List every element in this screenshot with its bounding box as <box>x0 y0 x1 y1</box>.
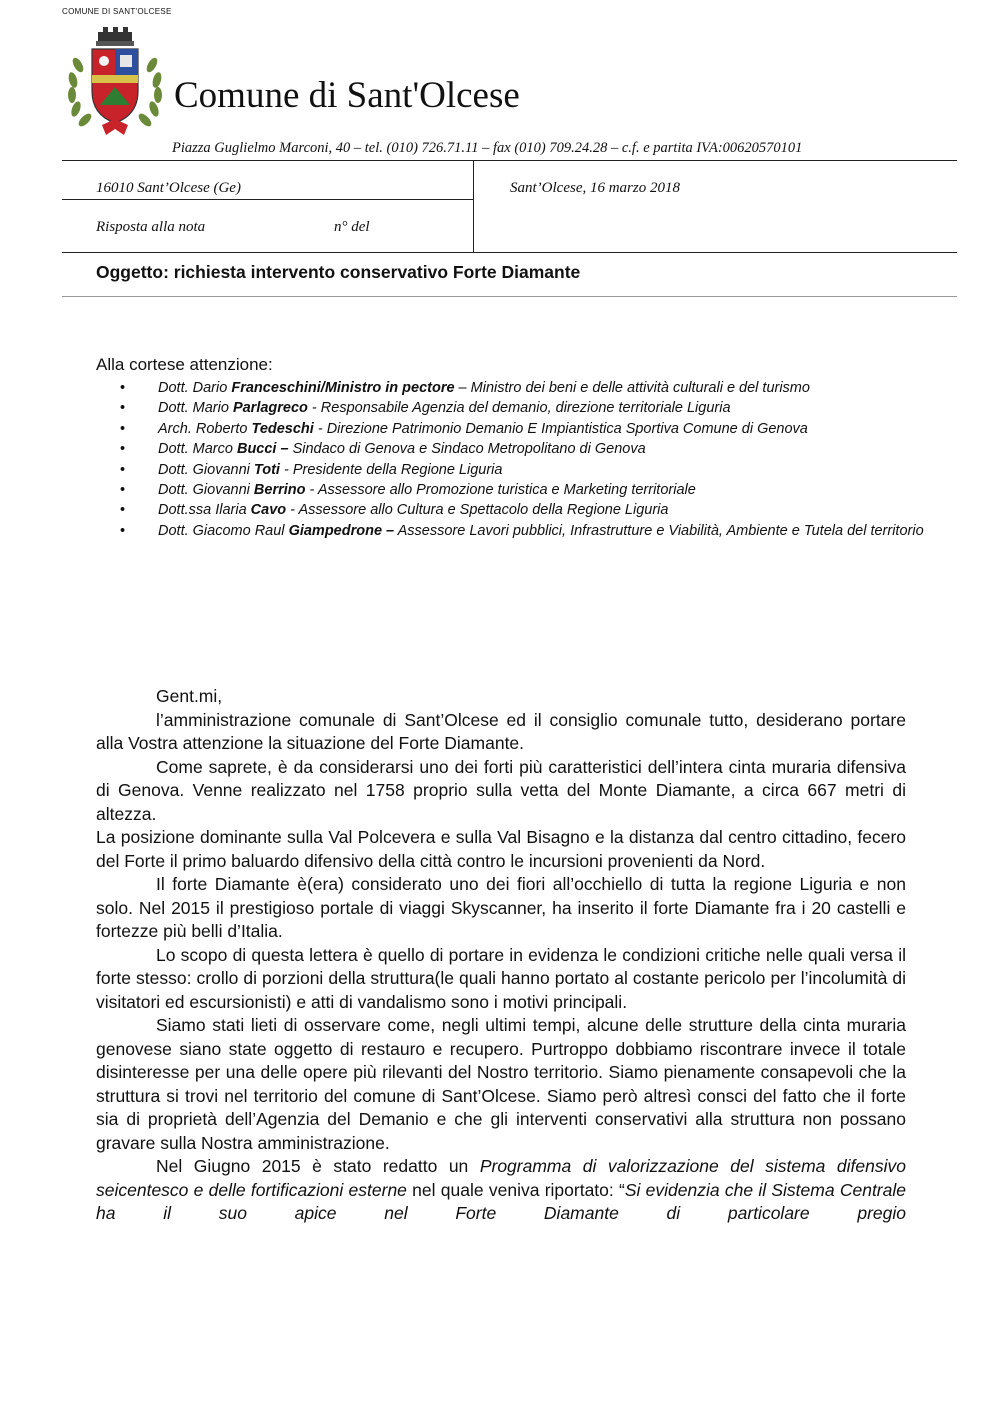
address-line: Piazza Guglielmo Marconi, 40 – tel. (010) 726.71.11 – fax (010) 709.24.28 – c.f. e partita IVA:00620570101 <box>172 140 803 156</box>
salutation: Gent.mi, <box>156 686 223 706</box>
recipient-prefix: Arch. Roberto <box>158 420 252 437</box>
recipient-name: Parlagreco <box>232 400 308 417</box>
list-item <box>110 460 930 480</box>
bullet-icon: • <box>120 441 126 458</box>
date-field: Sant’Olcese, 16 marzo 2018 <box>510 180 680 196</box>
recipient-role: - Assessore allo Cultura e Spettacolo della Regione Liguria <box>286 502 669 519</box>
bullet-icon: • <box>120 502 126 519</box>
header-rule-middle <box>62 199 473 200</box>
recipient-name: Cavo <box>250 502 287 519</box>
recipient-prefix: Dott. Giacomo Raul <box>158 522 289 539</box>
list-item <box>110 500 930 520</box>
bullet-icon: • <box>120 380 126 396</box>
recipient-role: – Ministro dei beni e delle attività culturali e del turismo <box>454 380 810 396</box>
header-rule-vertical <box>473 160 474 253</box>
paragraph: Lo scopo di questa lettera è quello di portare in evidenza le condizioni critiche nelle quali versa il forte stesso: crollo di porzioni della struttura(le quali hanno portato al costante pericolo per l’incolumità di visitatori ed escursionisti) e atti di vandalismo sono i motivi principali. <box>96 944 906 1012</box>
recipient-name: Toti <box>253 461 280 478</box>
recipient-name: Tedeschi <box>251 420 314 437</box>
recipient-role: - Presidente della Regione Liguria <box>279 461 503 478</box>
reply-number-field: n° del <box>334 219 370 235</box>
bullet-icon: • <box>120 461 126 478</box>
recipient-prefix: Dott. Giovanni <box>158 461 254 478</box>
recipient-name: Bucci – <box>236 441 289 458</box>
paragraph: Siamo stati lieti di osservare come, negli ultimi tempi, alcune delle strutture della cinta muraria genovese siano state oggetto di restauro e recupero. Purtroppo dobbiamo riscontrare invece il totale disinteresse per una delle opere più rilevanti del Nostro territorio. Siamo pienamente consapevoli che la struttura si trovi nel territorio del comune di Sant’Olcese. Siamo però altresì consci del fatto che il forte sia di proprietà dell’Agenzia del Demanio e che gli interventi conservativi alla struttura non possano gravare sulla Nostra amministrazione. <box>96 1015 906 1153</box>
recipient-list <box>110 378 930 541</box>
top-municipality-label: COMUNE DI SANT'OLCESE <box>62 7 172 16</box>
paragraph: l’amministrazione comunale di Sant’Olcese ed il consiglio comunale tutto, desiderano portare alla Vostra attenzione la situazione del Forte Diamante. <box>96 709 906 753</box>
paragraph-text: Nel Giugno 2015 è stato redatto un <box>156 1156 480 1176</box>
list-item <box>110 378 930 398</box>
quotation: Si evidenzia che il Sistema Centrale ha il suo apice nel Forte Diamante di particolare pregio <box>96 1179 906 1223</box>
recipient-name: Berrino <box>253 482 306 499</box>
bullet-icon: • <box>120 420 126 437</box>
place-field: 16010 Sant’Olcese (Ge) <box>96 180 241 196</box>
recipient-role: Sindaco di Genova e Sindaco Metropolitano di Genova <box>288 441 646 458</box>
bullet-icon: • <box>120 482 126 499</box>
recipient-prefix: Dott. Marco <box>158 441 237 458</box>
reply-label: Risposta alla nota <box>96 219 206 235</box>
paragraph: Il forte Diamante è(era) considerato uno dei fiori all’occhiello di tutta la regione Liguria e non solo. Nel 2015 il prestigioso portale di viaggi Skyscanner, ha inserito il forte Diamante fra i 20 castelli e fortezze più belli d’Italia. <box>96 874 906 941</box>
paragraph: Come saprete, è da considerarsi uno dei forti più caratteristici dell’intera cinta muraria difensiva di Genova. Venne realizzato nel 1758 proprio sulla vetta del Monte Diamante, a circa 667 metri di altezza. <box>96 756 906 824</box>
letter-body <box>96 685 906 1226</box>
header-rule-top <box>62 160 957 161</box>
bullet-icon: • <box>120 400 126 417</box>
recipient-role: - Responsabile Agenzia del demanio, direzione territoriale Liguria <box>307 400 731 417</box>
municipal-coat-of-arms-icon <box>62 25 168 137</box>
program-title: Programma di valorizzazione del sistema difensivo seicentesco e delle fortificazioni esterne <box>96 1156 906 1200</box>
recipient-prefix: Dott. Dario <box>158 380 232 396</box>
paragraph-text: nel quale veniva riportato: “ <box>406 1179 625 1200</box>
recipient-name: Franceschini/Ministro in pectore <box>231 380 455 396</box>
recipient-prefix: Dott. Mario <box>158 400 233 417</box>
paragraph <box>96 1155 906 1226</box>
list-item <box>110 439 930 459</box>
recipient-role: - Direzione Patrimonio Demanio E Impiantistica Sportiva Comune di Genova <box>313 420 808 437</box>
subject-line: Oggetto: richiesta intervento conservativo Forte Diamante <box>96 262 581 282</box>
municipality-title: Comune di Sant'Olcese <box>174 75 520 116</box>
list-item <box>110 480 930 500</box>
bullet-icon: • <box>120 522 126 539</box>
recipient-role: - Assessore allo Promozione turistica e Marketing territoriale <box>305 482 696 499</box>
greeting: Alla cortese attenzione: <box>96 355 273 374</box>
list-item <box>110 419 930 439</box>
recipient-name: Giampedrone – <box>288 522 395 539</box>
recipient-role: Assessore Lavori pubblici, Infrastrutture e Viabilità, Ambiente e Tutela del territorio <box>394 522 924 539</box>
header-rule-bottom <box>62 252 957 253</box>
list-item <box>110 521 930 541</box>
recipient-prefix: Dott.ssa Ilaria <box>158 502 251 519</box>
recipient-prefix: Dott. Giovanni <box>158 482 254 499</box>
paragraph: La posizione dominante sulla Val Polcevera e sulla Val Bisagno e la distanza dal centro cittadino, fecero del Forte il primo baluardo difensivo della città contro le incursioni provenienti da Nord. <box>96 827 906 871</box>
subject-rule <box>62 296 957 297</box>
list-item <box>110 398 930 418</box>
